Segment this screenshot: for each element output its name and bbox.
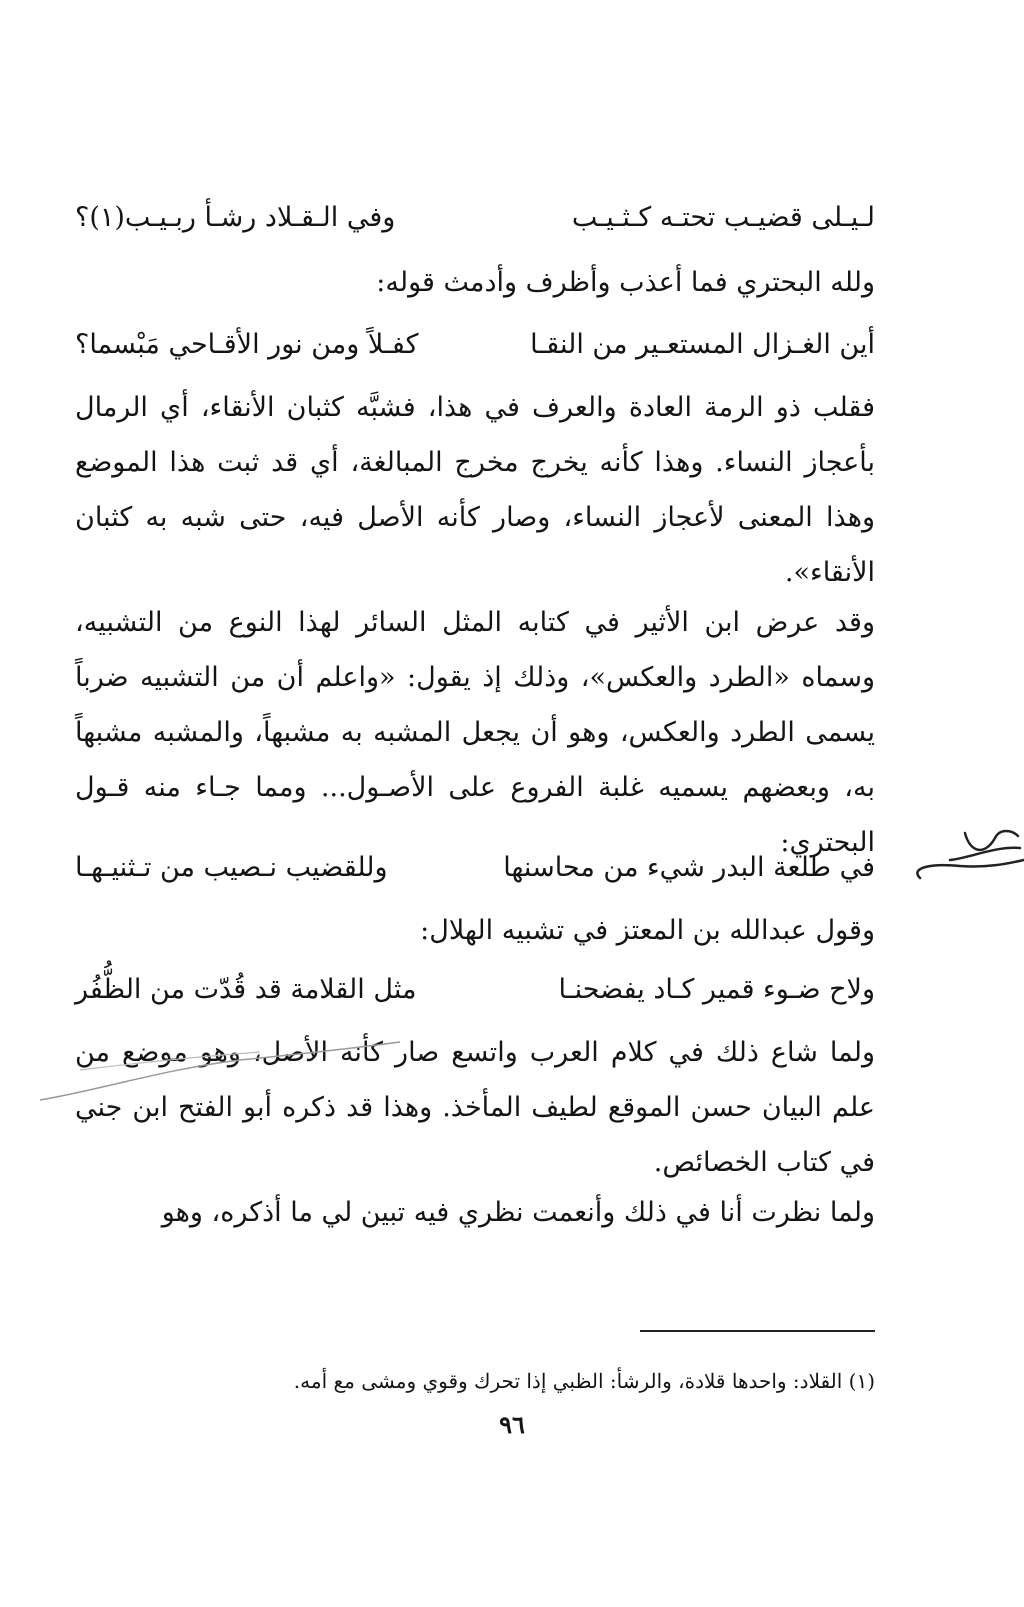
verse-3-first-hemistich: في طلعة البدر شيء من محاسنها bbox=[503, 852, 875, 883]
verse-line-3 bbox=[75, 840, 875, 895]
margin-handwriting-mark bbox=[900, 808, 1024, 898]
paragraph-6: ولما نظرت أنا في ذلك وأنعمت نظري فيه تبين لي ما أذكره، وهو bbox=[161, 1197, 875, 1228]
margin-scribble-icon bbox=[900, 808, 1024, 898]
footnote: (١) القلاد: واحدها قلادة، والرشأ: الظبي إذا تحرك وقوي ومشى مع أمه. bbox=[293, 1369, 875, 1393]
paragraph-5: ولما شاع ذلك في كلام العرب واتسع صار كأنه الأصل، وهو موضع من علم البيان حسن الموقع لطيف المأخذ. وهذا قد ذكره أبو الفتح ابن جني في كتاب الخصائص. bbox=[75, 1037, 875, 1178]
paragraph-2: فقلب ذو الرمة العادة والعرف في هذا، فشبَّه كثبان الأنقاء، أي الرمال بأعجاز النساء. وهذا كأنه يخرج مخرج المبالغة، أي قد ثبت هذا الموضع وهذا المعنى لأعجاز النساء، وصار كأنه الأصل فيه، حتى شبه به كثبان الأنقاء». bbox=[75, 392, 875, 588]
verse-line-1 bbox=[75, 190, 875, 245]
paragraph-3: وقد عرض ابن الأثير في كتابه المثل السائر لهذا النوع من التشبيه، وسماه «الطرد والعكس»، وذلك إذ يقول: «واعلم أن من التشبيه ضرباً يسمى الطرد والعكس، وهو أن يجعل المشبه به مشبهاً، والمشبه مشبهاً به، وبعضهم يسميه غلبة الفروع على الأصـول... ومما جـاء منه قـول البحتري: bbox=[75, 607, 875, 858]
verse-4-second-hemistich: مثل القلامة قد قُدّت من الظُّفُر bbox=[75, 974, 417, 1005]
verse-line-2 bbox=[75, 317, 875, 372]
verse-2-second-hemistich: كفـلاً ومن نور الأقـاحي مَبْسما؟ bbox=[75, 329, 419, 360]
paragraph-1: ولله البحتري فما أعذب وأظرف وأدمث قوله: bbox=[376, 267, 875, 298]
verse-2-first-hemistich: أين الغـزال المستعـير من النقـا bbox=[530, 329, 875, 360]
page-number: ٩٦ bbox=[499, 1410, 525, 1439]
verse-1-first-hemistich: لـيـلى قضيـب تحتـه كـثـيـب bbox=[571, 202, 875, 233]
footnote-divider bbox=[640, 1330, 875, 1332]
verse-1-second-hemistich: وفي الـقـلاد رشـأ ربـيـب(١)؟ bbox=[75, 202, 396, 233]
verse-3-second-hemistich: وللقضيب نـصيب من تـثنيـهـا bbox=[75, 852, 388, 883]
verse-4-first-hemistich: ولاح ضـوء قمير كـاد يفضحنـا bbox=[558, 974, 875, 1005]
verse-line-4 bbox=[75, 962, 875, 1017]
paragraph-4: وقول عبدالله بن المعتز في تشبيه الهلال: bbox=[420, 915, 875, 946]
